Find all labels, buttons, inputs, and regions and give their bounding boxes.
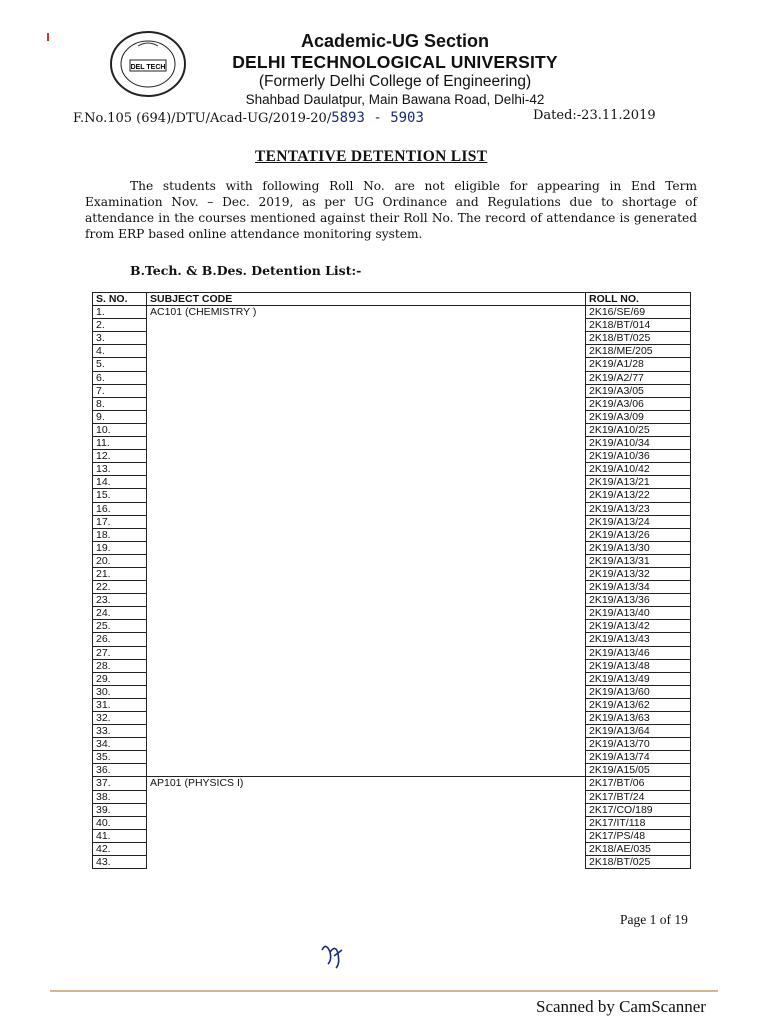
cell-sno: 5. bbox=[93, 358, 147, 371]
scanner-watermark: Scanned by CamScanner bbox=[536, 997, 706, 1016]
list-subheading: B.Tech. & B.Des. Detention List:- bbox=[130, 263, 362, 278]
cell-roll: 2K19/A13/42 bbox=[586, 620, 691, 633]
cell-sno: 19. bbox=[93, 541, 147, 554]
cell-roll: 2K19/A10/34 bbox=[586, 437, 691, 450]
cell-roll: 2K19/A13/48 bbox=[586, 659, 691, 672]
cell-subject bbox=[147, 685, 586, 698]
cell-sno: 3. bbox=[93, 332, 147, 345]
table-row bbox=[93, 515, 691, 528]
cell-roll: 2K18/BT/025 bbox=[586, 856, 691, 869]
cell-sno: 37. bbox=[93, 777, 147, 790]
university-name: DELHI TECHNOLOGICAL UNIVERSITY bbox=[232, 52, 558, 72]
cell-sno: 2. bbox=[93, 319, 147, 332]
table-row bbox=[93, 842, 691, 855]
table-row bbox=[93, 607, 691, 620]
table-row bbox=[93, 829, 691, 842]
cell-subject bbox=[147, 450, 586, 463]
cell-subject bbox=[147, 633, 586, 646]
cell-subject bbox=[147, 410, 586, 423]
cell-subject bbox=[147, 816, 586, 829]
cell-subject bbox=[147, 751, 586, 764]
table-row bbox=[93, 764, 691, 777]
cell-sno: 32. bbox=[93, 712, 147, 725]
table-row bbox=[93, 698, 691, 711]
header-roll: ROLL NO. bbox=[586, 293, 691, 306]
table-row bbox=[93, 397, 691, 410]
cell-roll: 2K19/A1/28 bbox=[586, 358, 691, 371]
cell-sno: 38. bbox=[93, 790, 147, 803]
cell-roll: 2K19/A13/24 bbox=[586, 515, 691, 528]
notice-paragraph: The students with following Roll No. are not eligible for appearing in End Term Examination Nov. – Dec. 2019, as per UG Ordinance and Regulations due to shortage of attendance in the courses mentioned against their Roll No. The record of attendance is generated from ERP based online attendance monitoring system. bbox=[85, 179, 697, 241]
table-row bbox=[93, 777, 691, 790]
cell-roll: 2K19/A13/26 bbox=[586, 528, 691, 541]
cell-roll: 2K19/A13/64 bbox=[586, 725, 691, 738]
cell-sno: 13. bbox=[93, 463, 147, 476]
table-row bbox=[93, 502, 691, 515]
signature bbox=[318, 940, 346, 970]
page-number: Page 1 of 19 bbox=[620, 912, 688, 927]
logo-text: DEL TECH bbox=[130, 64, 166, 71]
cell-subject bbox=[147, 646, 586, 659]
table-row bbox=[93, 332, 691, 345]
cell-roll: 2K19/A3/09 bbox=[586, 410, 691, 423]
cell-subject bbox=[147, 594, 586, 607]
table-row bbox=[93, 633, 691, 646]
cell-sno: 17. bbox=[93, 515, 147, 528]
cell-roll: 2K19/A3/05 bbox=[586, 384, 691, 397]
cell-sno: 42. bbox=[93, 842, 147, 855]
cell-sno: 43. bbox=[93, 856, 147, 869]
cell-roll: 2K17/IT/118 bbox=[586, 816, 691, 829]
table-row bbox=[93, 358, 691, 371]
cell-subject bbox=[147, 738, 586, 751]
cell-subject bbox=[147, 856, 586, 869]
cell-roll: 2K19/A3/06 bbox=[586, 397, 691, 410]
cell-subject bbox=[147, 358, 586, 371]
cell-sno: 18. bbox=[93, 528, 147, 541]
cell-roll: 2K19/A10/36 bbox=[586, 450, 691, 463]
cell-roll: 2K17/BT/06 bbox=[586, 777, 691, 790]
cell-sno: 22. bbox=[93, 581, 147, 594]
cell-sno: 8. bbox=[93, 397, 147, 410]
cell-sno: 26. bbox=[93, 633, 147, 646]
table-row bbox=[93, 463, 691, 476]
cell-roll: 2K19/A13/31 bbox=[586, 554, 691, 567]
cell-subject bbox=[147, 803, 586, 816]
cell-sno: 27. bbox=[93, 646, 147, 659]
cell-roll: 2K19/A10/25 bbox=[586, 423, 691, 436]
cell-roll: 2K18/BT/014 bbox=[586, 319, 691, 332]
table-row bbox=[93, 319, 691, 332]
table-row bbox=[93, 712, 691, 725]
cell-sno: 7. bbox=[93, 384, 147, 397]
table-row bbox=[93, 581, 691, 594]
table-body bbox=[93, 306, 691, 869]
table-row bbox=[93, 384, 691, 397]
cell-roll: 2K19/A13/49 bbox=[586, 672, 691, 685]
cell-subject bbox=[147, 581, 586, 594]
cell-subject bbox=[147, 842, 586, 855]
section-name: Academic-UG Section bbox=[300, 31, 490, 51]
table-row bbox=[93, 450, 691, 463]
table-row bbox=[93, 751, 691, 764]
table-row bbox=[93, 594, 691, 607]
cell-subject bbox=[147, 725, 586, 738]
cell-subject bbox=[147, 371, 586, 384]
cell-roll: 2K19/A13/23 bbox=[586, 502, 691, 515]
cell-subject bbox=[147, 659, 586, 672]
scan-edge-line bbox=[50, 990, 718, 992]
cell-roll: 2K19/A13/21 bbox=[586, 476, 691, 489]
cell-subject bbox=[147, 567, 586, 580]
detention-table bbox=[92, 292, 691, 869]
cell-subject: AP101 (PHYSICS I) bbox=[147, 777, 586, 790]
cell-subject bbox=[147, 332, 586, 345]
cell-subject bbox=[147, 672, 586, 685]
cell-roll: 2K19/A13/62 bbox=[586, 698, 691, 711]
cell-sno: 29. bbox=[93, 672, 147, 685]
cell-subject bbox=[147, 345, 586, 358]
cell-sno: 10. bbox=[93, 423, 147, 436]
cell-roll: 2K18/AE/035 bbox=[586, 842, 691, 855]
cell-sno: 20. bbox=[93, 554, 147, 567]
table-row bbox=[93, 410, 691, 423]
table-row bbox=[93, 306, 691, 319]
cell-roll: 2K17/CO/189 bbox=[586, 803, 691, 816]
table-row bbox=[93, 423, 691, 436]
cell-roll: 2K19/A13/70 bbox=[586, 738, 691, 751]
table-row bbox=[93, 541, 691, 554]
cell-sno: 36. bbox=[93, 764, 147, 777]
cell-sno: 28. bbox=[93, 659, 147, 672]
cell-sno: 24. bbox=[93, 607, 147, 620]
table-row bbox=[93, 725, 691, 738]
file-number bbox=[73, 110, 424, 126]
cell-sno: 11. bbox=[93, 437, 147, 450]
cell-roll: 2K19/A10/42 bbox=[586, 463, 691, 476]
cell-roll: 2K17/PS/48 bbox=[586, 829, 691, 842]
cell-sno: 1. bbox=[93, 306, 147, 319]
cell-roll: 2K16/SE/69 bbox=[586, 306, 691, 319]
table-row bbox=[93, 489, 691, 502]
table-row bbox=[93, 816, 691, 829]
cell-roll: 2K19/A13/63 bbox=[586, 712, 691, 725]
cell-sno: 40. bbox=[93, 816, 147, 829]
table-row bbox=[93, 554, 691, 567]
cell-subject bbox=[147, 829, 586, 842]
cell-sno: 39. bbox=[93, 803, 147, 816]
cell-subject bbox=[147, 554, 586, 567]
cell-subject bbox=[147, 437, 586, 450]
table-row bbox=[93, 856, 691, 869]
cell-sno: 12. bbox=[93, 450, 147, 463]
table-row bbox=[93, 738, 691, 751]
cell-roll: 2K19/A13/34 bbox=[586, 581, 691, 594]
margin-mark bbox=[47, 33, 49, 41]
table-row bbox=[93, 672, 691, 685]
cell-roll: 2K19/A13/30 bbox=[586, 541, 691, 554]
cell-sno: 34. bbox=[93, 738, 147, 751]
cell-sno: 15. bbox=[93, 489, 147, 502]
table-row bbox=[93, 685, 691, 698]
cell-subject bbox=[147, 463, 586, 476]
cell-roll: 2K18/ME/205 bbox=[586, 345, 691, 358]
cell-sno: 25. bbox=[93, 620, 147, 633]
header-subject: SUBJECT CODE bbox=[147, 293, 586, 306]
cell-sno: 14. bbox=[93, 476, 147, 489]
cell-roll: 2K19/A13/32 bbox=[586, 567, 691, 580]
cell-subject bbox=[147, 489, 586, 502]
cell-roll: 2K19/A13/74 bbox=[586, 751, 691, 764]
table-row bbox=[93, 803, 691, 816]
cell-subject bbox=[147, 712, 586, 725]
cell-subject bbox=[147, 620, 586, 633]
table-row bbox=[93, 345, 691, 358]
table-row bbox=[93, 620, 691, 633]
cell-roll: 2K19/A13/43 bbox=[586, 633, 691, 646]
cell-subject bbox=[147, 607, 586, 620]
document-title: TENTATIVE DETENTION LIST bbox=[255, 148, 488, 165]
cell-roll: 2K17/BT/24 bbox=[586, 790, 691, 803]
cell-subject bbox=[147, 476, 586, 489]
cell-sno: 4. bbox=[93, 345, 147, 358]
cell-roll: 2K19/A15/05 bbox=[586, 764, 691, 777]
cell-subject bbox=[147, 528, 586, 541]
cell-subject bbox=[147, 515, 586, 528]
cell-subject bbox=[147, 698, 586, 711]
table-header-row bbox=[93, 293, 691, 306]
table-row bbox=[93, 371, 691, 384]
cell-sno: 23. bbox=[93, 594, 147, 607]
cell-subject bbox=[147, 764, 586, 777]
cell-subject bbox=[147, 423, 586, 436]
cell-roll: 2K19/A2/77 bbox=[586, 371, 691, 384]
table-row bbox=[93, 437, 691, 450]
cell-subject bbox=[147, 790, 586, 803]
cell-sno: 16. bbox=[93, 502, 147, 515]
table-row bbox=[93, 476, 691, 489]
address: Shahbad Daulatpur, Main Bawana Road, Delhi-42 bbox=[245, 92, 545, 107]
cell-sno: 9. bbox=[93, 410, 147, 423]
cell-sno: 33. bbox=[93, 725, 147, 738]
university-logo bbox=[108, 30, 188, 98]
table-row bbox=[93, 567, 691, 580]
cell-roll: 2K19/A13/46 bbox=[586, 646, 691, 659]
cell-subject bbox=[147, 502, 586, 515]
cell-sno: 35. bbox=[93, 751, 147, 764]
table-row bbox=[93, 790, 691, 803]
cell-sno: 41. bbox=[93, 829, 147, 842]
cell-subject bbox=[147, 397, 586, 410]
cell-sno: 6. bbox=[93, 371, 147, 384]
cell-subject bbox=[147, 541, 586, 554]
cell-roll: 2K19/A13/60 bbox=[586, 685, 691, 698]
cell-subject bbox=[147, 384, 586, 397]
cell-roll: 2K19/A13/40 bbox=[586, 607, 691, 620]
cell-sno: 30. bbox=[93, 685, 147, 698]
date: Dated:-23.11.2019 bbox=[533, 108, 656, 123]
cell-subject bbox=[147, 319, 586, 332]
cell-roll: 2K19/A13/22 bbox=[586, 489, 691, 502]
table-row bbox=[93, 659, 691, 672]
file-number-handwritten: 5893 - 5903 bbox=[331, 110, 424, 126]
former-name: (Formerly Delhi College of Engineering) bbox=[258, 73, 532, 90]
cell-subject: AC101 (CHEMISTRY ) bbox=[147, 306, 586, 319]
cell-sno: 31. bbox=[93, 698, 147, 711]
table-row bbox=[93, 646, 691, 659]
table-row bbox=[93, 528, 691, 541]
cell-sno: 21. bbox=[93, 567, 147, 580]
cell-roll: 2K18/BT/025 bbox=[586, 332, 691, 345]
file-number-text: F.No.105 (694)/DTU/Acad-UG/2019-20/ bbox=[73, 111, 332, 126]
header-sno: S. NO. bbox=[93, 293, 147, 306]
cell-roll: 2K19/A13/36 bbox=[586, 594, 691, 607]
